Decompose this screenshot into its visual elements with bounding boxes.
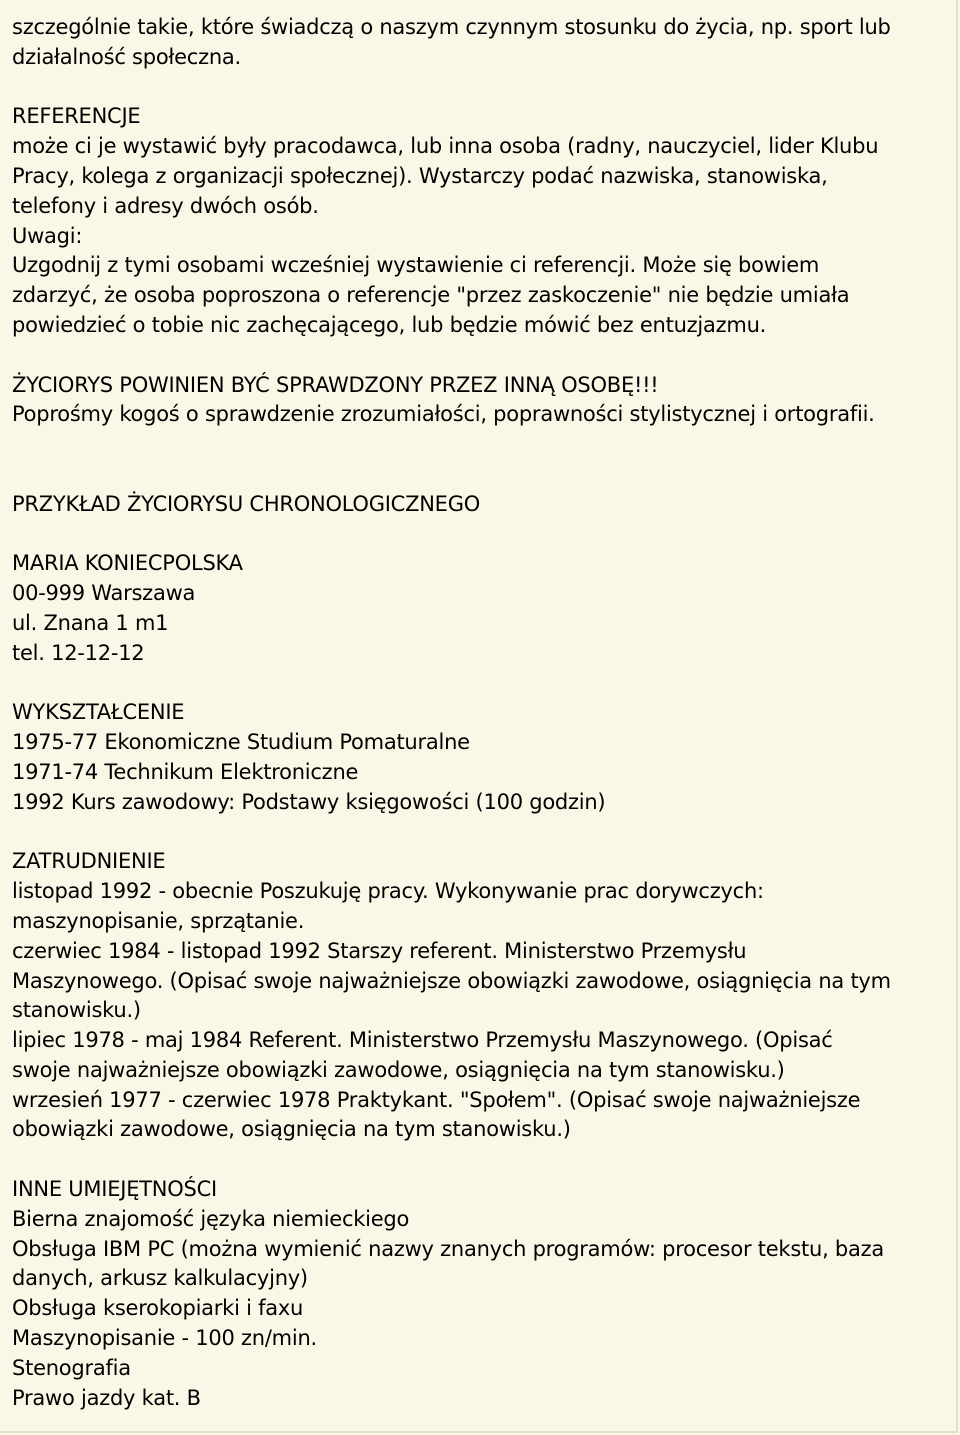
skills-line: danych, arkusz kalkulacyjny) <box>12 1266 308 1291</box>
spacer <box>12 341 952 371</box>
spacer <box>12 520 952 550</box>
check-section <box>12 371 952 431</box>
skills-section <box>12 1175 952 1413</box>
notes-label: Uwagi: <box>12 223 83 248</box>
references-line: może ci je wystawić były pracodawca, lub inna osoba (radny, nauczyciel, lider Klubu <box>12 134 879 159</box>
person-name: MARIA KONIECPOLSKA <box>12 551 243 576</box>
education-section <box>12 698 952 817</box>
employment-line: Maszynowego. (Opisać swoje najważniejsze obowiązki zawodowe, osiągnięcia na tym <box>12 968 891 993</box>
employment-line: swoje najważniejsze obowiązki zawodowe, osiągnięcia na tym stanowisku.) <box>12 1057 785 1082</box>
employment-line: listopad 1992 - obecnie Poszukuję pracy. Wykonywanie prac dorywczych: <box>12 879 764 904</box>
education-item: 1971-74 Technikum Elektroniczne <box>12 759 359 784</box>
references-line: telefony i adresy dwóch osób. <box>12 193 319 218</box>
address-city: 00-999 Warszawa <box>12 581 196 606</box>
notes-line: powiedzieć o tobie nic zachęcającego, lub będzie mówić bez entuzjazmu. <box>12 312 767 337</box>
intro-line: działalność społeczna. <box>12 44 241 69</box>
skills-line: Prawo jazdy kat. B <box>12 1385 201 1410</box>
spacer <box>12 430 952 490</box>
spacer <box>12 669 952 699</box>
employment-line: wrzesień 1977 - czerwiec 1978 Praktykant. "Społem". (Opisać swoje najważniejsze <box>12 1087 861 1112</box>
employment-heading: ZATRUDNIENIE <box>12 849 166 874</box>
example-heading: PRZYKŁAD ŻYCIORYSU CHRONOLOGICZNEGO <box>12 491 480 516</box>
notes-line: zdarzyć, że osoba poproszona o referencje "przez zaskoczenie" nie będzie umiała <box>12 283 850 308</box>
intro-paragraph <box>12 13 952 73</box>
employment-line: czerwiec 1984 - listopad 1992 Starszy referent. Ministerstwo Przemysłu <box>12 938 747 963</box>
education-item: 1975-77 Ekonomiczne Studium Pomaturalne <box>12 730 470 755</box>
spacer <box>12 73 952 103</box>
references-heading: REFERENCJE <box>12 104 141 129</box>
skills-heading: INNE UMIEJĘTNOŚCI <box>12 1177 217 1202</box>
skills-line: Maszynopisanie - 100 zn/min. <box>12 1326 317 1351</box>
example-section <box>12 490 952 520</box>
check-heading: ŻYCIORYS POWINIEN BYĆ SPRAWDZONY PRZEZ INNĄ OSOBĘ!!! <box>12 372 659 397</box>
document-content <box>12 13 952 1413</box>
check-text: Poprośmy kogoś o sprawdzenie zrozumiałości, poprawności stylistycznej i ortografii. <box>12 402 875 427</box>
skills-line: Obsługa IBM PC (można wymienić nazwy znanych programów: procesor tekstu, baza <box>12 1236 885 1261</box>
notes-line: Uzgodnij z tymi osobami wcześniej wystawienie ci referencji. Może się bowiem <box>12 253 820 278</box>
skills-line: Bierna znajomość języka niemieckiego <box>12 1206 410 1231</box>
employment-line: stanowisku.) <box>12 998 141 1023</box>
education-item: 1992 Kurs zawodowy: Podstawy księgowości (100 godzin) <box>12 789 606 814</box>
intro-line: szczególnie takie, które świadczą o naszym czynnym stosunku do życia, np. sport lub <box>12 15 891 39</box>
skills-line: Obsługa kserokopiarki i faxu <box>12 1296 304 1321</box>
employment-line: maszynopisanie, sprzątanie. <box>12 908 305 933</box>
employment-section <box>12 847 952 1145</box>
references-line: Pracy, kolega z organizacji społecznej). Wystarczy podać nazwiska, stanowiska, <box>12 163 828 188</box>
spacer <box>12 818 952 848</box>
employment-line: lipiec 1978 - maj 1984 Referent. Ministerstwo Przemysłu Maszynowego. (Opisać <box>12 1028 833 1053</box>
employment-line: obowiązki zawodowe, osiągnięcia na tym stanowisku.) <box>12 1117 571 1142</box>
spacer <box>12 1145 952 1175</box>
skills-line: Stenografia <box>12 1355 131 1380</box>
references-section <box>12 102 952 340</box>
phone-number: tel. 12-12-12 <box>12 640 145 665</box>
education-heading: WYKSZTAŁCENIE <box>12 700 185 725</box>
address-street: ul. Znana 1 m1 <box>12 610 169 635</box>
contact-block <box>12 549 952 668</box>
